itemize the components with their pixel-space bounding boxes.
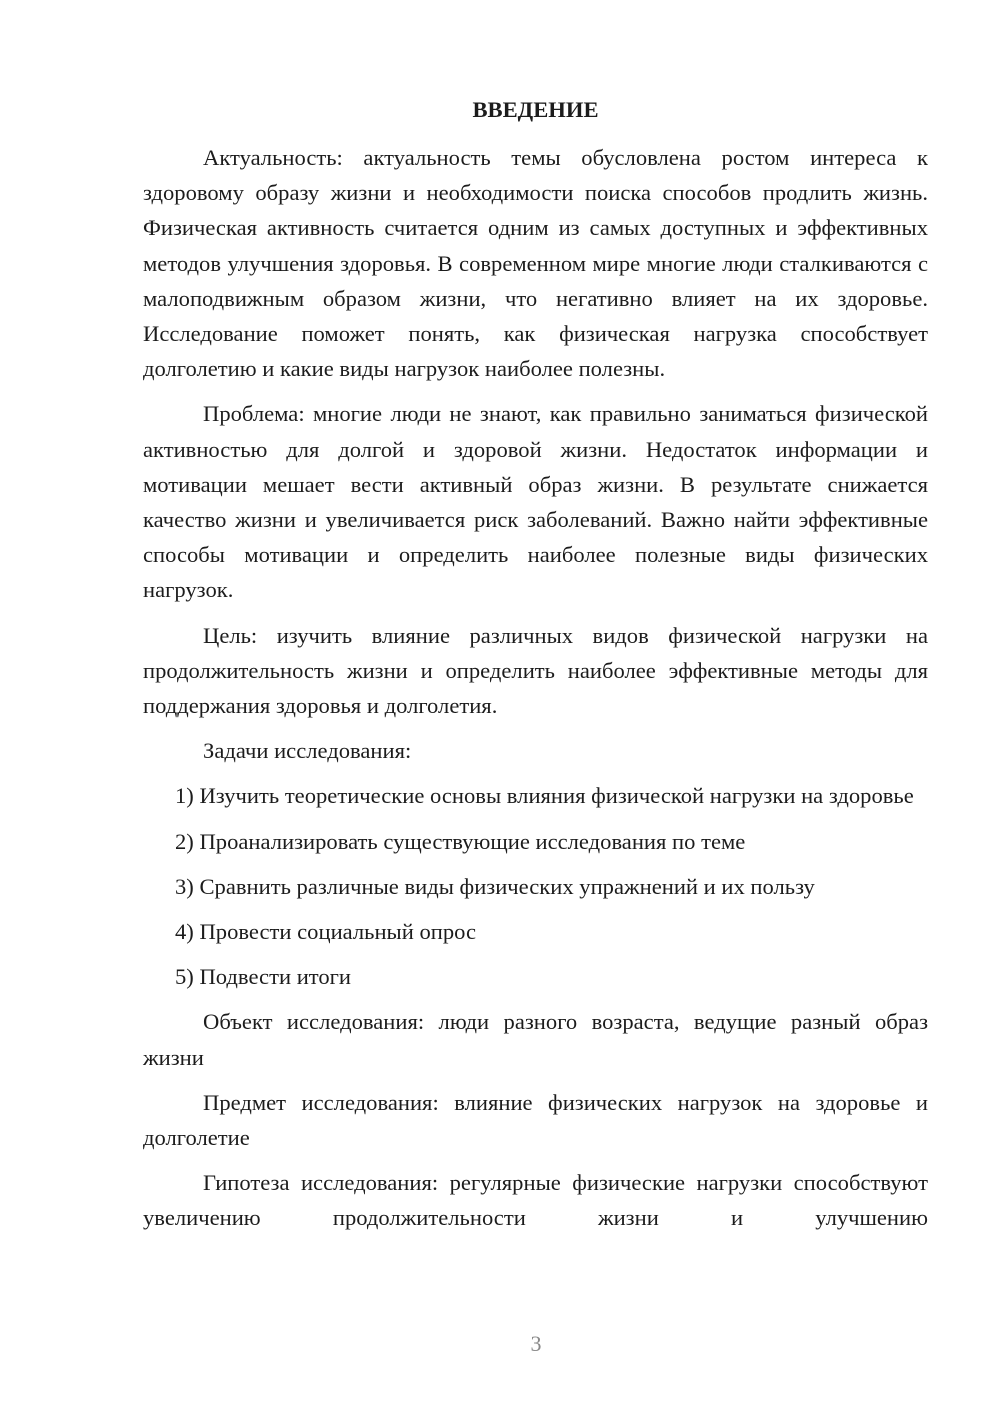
list-item: 2) Проанализировать существующие исследования по теме xyxy=(175,828,746,854)
page-title: ВВЕДЕНИЕ xyxy=(472,97,599,122)
list-item: 5) Подвести итоги xyxy=(175,964,352,990)
page-number: 3 xyxy=(530,1331,542,1356)
list-item: 4) Провести социальный опрос xyxy=(175,919,477,945)
object-paragraph: Объект исследования: люди разного возраста, ведущие разный образ жизни xyxy=(143,1009,928,1070)
subject-paragraph: Предмет исследования: влияние физических нагрузок на здоровье и долголетие xyxy=(143,1089,928,1151)
document-page xyxy=(143,92,928,1246)
goal-paragraph: Цель: изучить влияние различных видов физической нагрузки на продолжительность жизни и определить наиболее эффективные методы для поддержания здоровья и долголетия. xyxy=(143,622,928,719)
problem-paragraph: Проблема: многие люди не знают, как правильно заниматься физической активностью для долгой и здоровой жизни. Недостаток информации и мотивации мешает вести активный образ жизни. В результате снижается качество жизни и увеличивается риск заболеваний. Важно найти эффективные способы мотивации и определить наиболее полезные виды физических нагрузок. xyxy=(143,401,928,603)
list-item: 3) Сравнить различные виды физических упражнений и их пользу xyxy=(175,873,815,899)
tasks-list xyxy=(143,778,928,994)
tasks-heading: Задачи исследования: xyxy=(203,738,412,764)
hypothesis-paragraph: Гипотеза исследования: регулярные физические нагрузки способствуют увеличению продолжительности жизни и улучшению xyxy=(143,1170,928,1231)
relevance-paragraph: Актуальность: актуальность темы обусловлена ростом интереса к здоровому образу жизни и необходимости поиска способов продлить жизнь. Физическая активность считается одним из самых доступных и эффективных методов улучшения здоровья. В современном мире многие люди сталкиваются с малоподвижным образом жизни, что негативно влияет на их здоровье. Исследование поможет понять, как физическая нагрузка способствует долголетию и какие виды нагрузок наиболее полезны. xyxy=(143,145,928,382)
list-item: 1) Изучить теоретические основы влияния физической нагрузки на здоровье xyxy=(175,783,914,809)
